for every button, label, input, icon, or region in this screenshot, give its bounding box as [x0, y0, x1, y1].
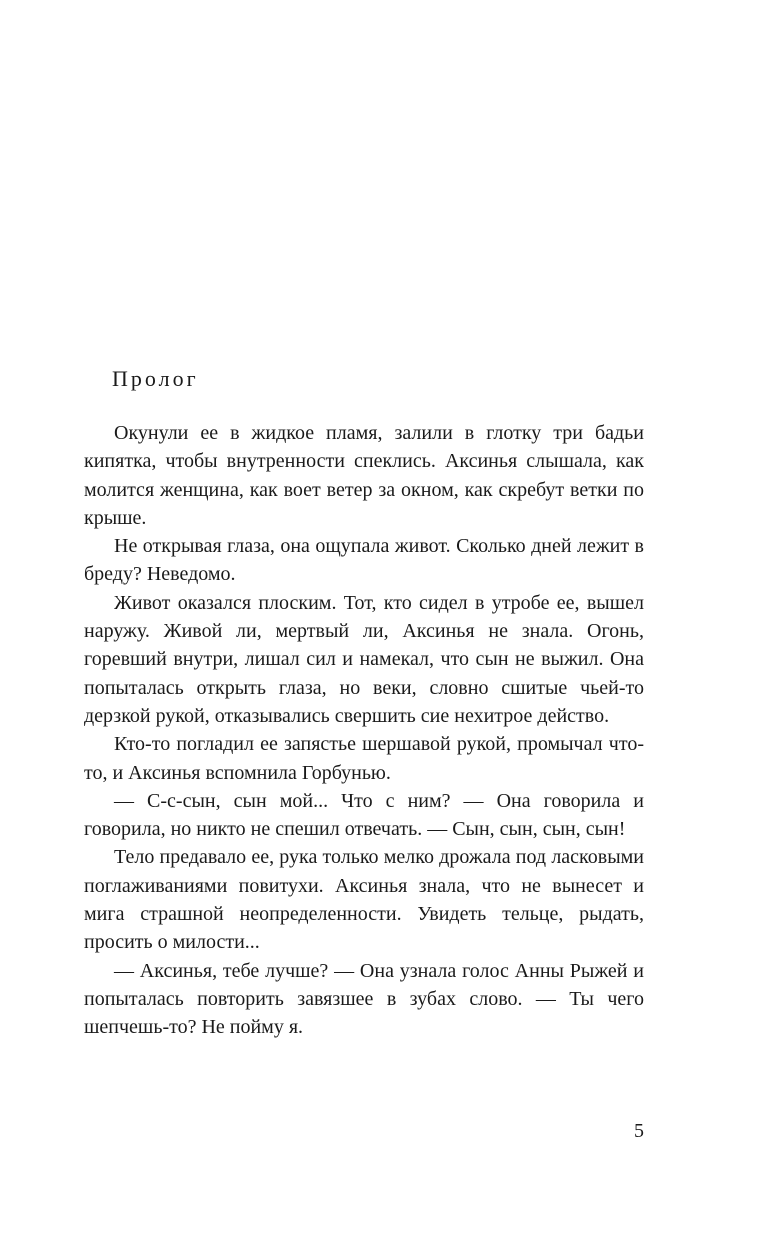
book-page — [84, 0, 644, 1241]
paragraph: Не открывая глаза, она ощупала живот. Сколько дней лежит в бреду? Неведомо. — [84, 535, 644, 586]
paragraph: Окунули ее в жидкое пламя, залили в глотку три бадьи кипятка, чтобы внутренности спеклись. Аксинья слышала, как молится женщина, как воет ветер за окном, как скребут ветки по крыше. — [84, 422, 644, 529]
paragraph: — Аксинья, тебе лучше? — Она узнала голос Анны Рыжей и попыталась повторить завязшее в зубах слово. — Ты чего шепчешь-то? Не пойму я. — [84, 959, 644, 1039]
page-number: 5 — [634, 1120, 644, 1142]
chapter-text — [84, 419, 644, 1042]
paragraph: — С-с-сын, сын мой... Что с ним? — Она говорила и говорила, но никто не спешил отвечать. — Сын, сын, сын, сын! — [84, 789, 644, 841]
paragraph: Кто-то погладил ее запястье шершавой рукой, промычал что-то, и Аксинья вспомнила Горбунью. — [84, 733, 644, 784]
paragraph: Тело предавало ее, рука только мелко дрожала под ласковыми поглаживаниями повитухи. Аксинья знала, что не вынесет и мига страшной неопределенности. Увидеть тельце, рыдать, просить о милости... — [84, 846, 644, 954]
chapter-title: Пролог — [112, 366, 199, 391]
paragraph: Живот оказался плоским. Тот, кто сидел в утробе ее, вышел наружу. Живой ли, мертвый ли, Аксинья не знала. Огонь, горевший внутри, лишал сил и намекал, что сын не выжил. Она попыталась открыть глаза, но веки, словно сшитые чьей-то дерзкой рукой, отказывались свершить сие нехитрое действо. — [84, 591, 644, 727]
